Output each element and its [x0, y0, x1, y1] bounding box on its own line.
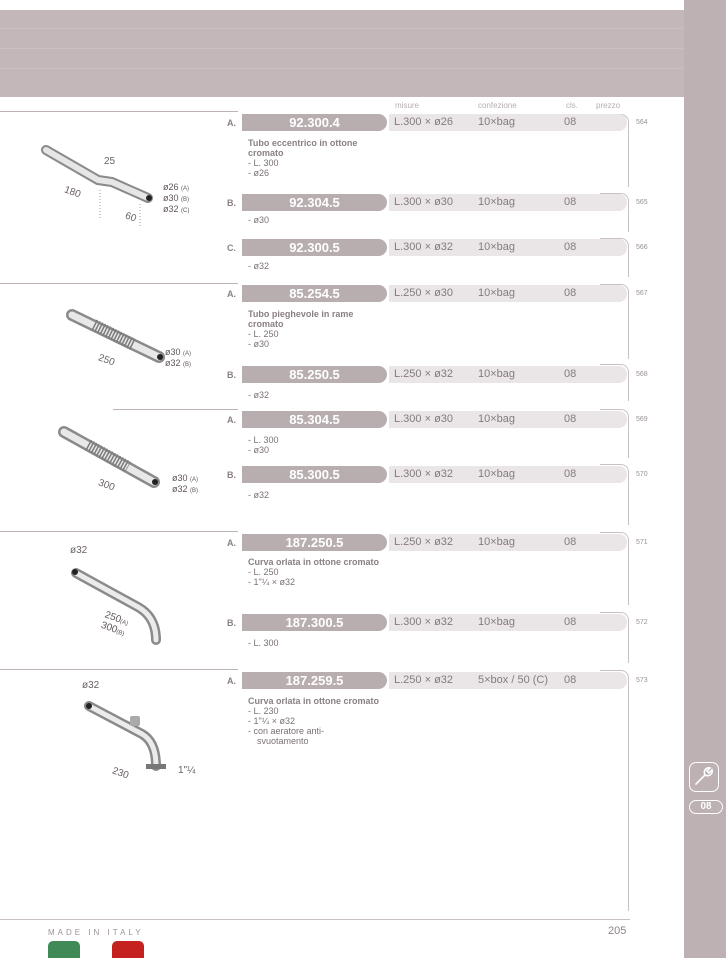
product-code[interactable]: 85.304.5 — [242, 411, 387, 428]
eccentric-pipe-illustration — [40, 140, 160, 230]
description-title: Tubo pieghevole in rame cromato — [248, 309, 354, 329]
diameter-list: ø30 (A) ø32 (B) — [165, 347, 192, 368]
confezione-value: 5×box / 50 (C) — [478, 674, 549, 686]
reference-number: 572 — [636, 619, 648, 626]
dim-label: 180 — [62, 184, 83, 201]
product-description — [248, 215, 383, 225]
variant-letter: B. — [227, 198, 236, 208]
description-line: - L. 300 — [248, 638, 279, 648]
section-number-badge[interactable]: 08 — [689, 800, 723, 814]
reference-number: 573 — [636, 677, 648, 684]
wrench-icon[interactable] — [689, 762, 719, 792]
header-band — [0, 10, 684, 97]
cls-value: 08 — [564, 674, 577, 686]
product-code[interactable]: 92.300.5 — [242, 239, 387, 256]
description-line: - ø32 — [248, 390, 270, 400]
confezione-value: 10×bag — [478, 616, 516, 628]
product-code[interactable]: 187.250.5 — [242, 534, 387, 551]
dim-label: 250 — [96, 352, 117, 369]
variant-letter: A. — [227, 415, 236, 425]
cls-value: 08 — [564, 413, 577, 425]
flexible-pipe-illustration — [64, 305, 169, 375]
confezione-value: 10×bag — [478, 287, 516, 299]
cls-value: 08 — [564, 287, 577, 299]
col-header-cls: cls. — [566, 101, 578, 110]
reference-number: 567 — [636, 290, 648, 297]
description-line: - ø32 — [248, 261, 270, 271]
dim-label: ø32 — [70, 545, 88, 556]
confezione-value: 10×bag — [478, 196, 516, 208]
diameter-list: ø26 (A) ø30 (B) ø32 (C) — [163, 182, 190, 214]
col-header-misure: misure — [395, 101, 420, 110]
product-description — [248, 261, 383, 271]
misure-value: L.300 × ø32 — [394, 241, 454, 253]
misure-value: L.300 × ø26 — [394, 116, 454, 128]
variant-letter: A. — [227, 289, 236, 299]
bent-pipe-aerator-illustration — [84, 700, 174, 780]
misure-value: L.250 × ø32 — [394, 674, 454, 686]
reference-number: 568 — [636, 371, 648, 378]
description-line: - L. 230 — [248, 706, 279, 716]
reference-number: 569 — [636, 416, 648, 423]
diameter-list: ø30 (A) ø32 (B) — [172, 473, 199, 494]
reference-number: 564 — [636, 119, 648, 126]
description-line: - L. 300 — [248, 158, 279, 168]
cls-value: 08 — [564, 468, 577, 480]
description-line: - L. 250 — [248, 567, 279, 577]
made-in-italy-label: MADE IN ITALY — [48, 928, 144, 937]
bent-pipe-illustration — [68, 565, 168, 655]
confezione-value: 10×bag — [478, 536, 516, 548]
product-code[interactable]: 92.304.5 — [242, 194, 387, 211]
reference-number: 566 — [636, 244, 648, 251]
cls-value: 08 — [564, 116, 577, 128]
product-description — [248, 138, 383, 178]
misure-value: L.300 × ø32 — [394, 468, 454, 480]
product-description — [248, 696, 383, 746]
description-line: - L. 250 — [248, 329, 279, 339]
misure-value: L.250 × ø30 — [394, 287, 454, 299]
col-header-prezzo: prezzo — [596, 101, 621, 110]
flag-green — [48, 941, 80, 958]
dim-label: 230 — [110, 765, 131, 782]
product-code[interactable]: 85.254.5 — [242, 285, 387, 302]
description-line: - ø30 — [248, 445, 270, 455]
section-sidebar — [684, 0, 726, 958]
thread-label: 1"¼ — [178, 765, 196, 776]
flag-red — [112, 941, 144, 958]
description-line: - ø30 — [248, 339, 270, 349]
product-description — [248, 638, 383, 648]
confezione-value: 10×bag — [478, 413, 516, 425]
dim-label: 60 — [123, 210, 138, 225]
reference-number: 565 — [636, 199, 648, 206]
product-code[interactable]: 85.250.5 — [242, 366, 387, 383]
variant-letter: B. — [227, 618, 236, 628]
variant-letter: A. — [227, 538, 236, 548]
reference-number: 571 — [636, 539, 648, 546]
description-line: - ø32 — [248, 490, 270, 500]
variant-letter: C. — [227, 243, 236, 253]
dim-label: 25 — [104, 156, 116, 167]
cls-value: 08 — [564, 196, 577, 208]
description-line: - con aeratore anti- — [248, 726, 325, 736]
length-list: 250(A) 300(B) — [99, 609, 129, 638]
description-title: Curva orlata in ottone cromato — [248, 557, 380, 567]
reference-number: 570 — [636, 471, 648, 478]
product-description — [248, 557, 383, 587]
misure-value: L.300 × ø32 — [394, 616, 454, 628]
description-line: - L. 300 — [248, 435, 279, 445]
variant-letter: A. — [227, 676, 236, 686]
variant-letter: A. — [227, 118, 236, 128]
product-description — [248, 435, 383, 455]
description-line: - 1"¼ × ø32 — [248, 716, 295, 726]
col-header-confezione: confezione — [478, 101, 517, 110]
description-line: - ø26 — [248, 168, 270, 178]
dim-label: ø32 — [82, 680, 100, 691]
cls-value: 08 — [564, 241, 577, 253]
misure-value: L.300 × ø30 — [394, 413, 454, 425]
product-code[interactable]: 187.300.5 — [242, 614, 387, 631]
product-description — [248, 309, 383, 349]
confezione-value: 10×bag — [478, 241, 516, 253]
cls-value: 08 — [564, 536, 577, 548]
confezione-value: 10×bag — [478, 468, 516, 480]
page-number: 205 — [608, 925, 627, 937]
dim-label: 300 — [96, 477, 117, 494]
description-line: - 1"¼ × ø32 — [248, 577, 295, 587]
description-line: svuotamento — [257, 736, 309, 746]
row-bracket — [600, 670, 629, 911]
description-title: Tubo eccentrico in ottone cromato — [248, 138, 358, 158]
product-code[interactable]: 85.300.5 — [242, 466, 387, 483]
description-title: Curva orlata in ottone cromato — [248, 696, 380, 706]
variant-letter: B. — [227, 470, 236, 480]
product-description — [248, 490, 383, 500]
product-code[interactable]: 187.259.5 — [242, 672, 387, 689]
cls-value: 08 — [564, 616, 577, 628]
product-code[interactable]: 92.300.4 — [242, 114, 387, 131]
confezione-value: 10×bag — [478, 368, 516, 380]
cls-value: 08 — [564, 368, 577, 380]
product-description — [248, 390, 383, 400]
description-line: - ø30 — [248, 215, 270, 225]
misure-value: L.250 × ø32 — [394, 536, 454, 548]
variant-letter: B. — [227, 370, 236, 380]
confezione-value: 10×bag — [478, 116, 516, 128]
misure-value: L.250 × ø32 — [394, 368, 454, 380]
misure-value: L.300 × ø30 — [394, 196, 454, 208]
